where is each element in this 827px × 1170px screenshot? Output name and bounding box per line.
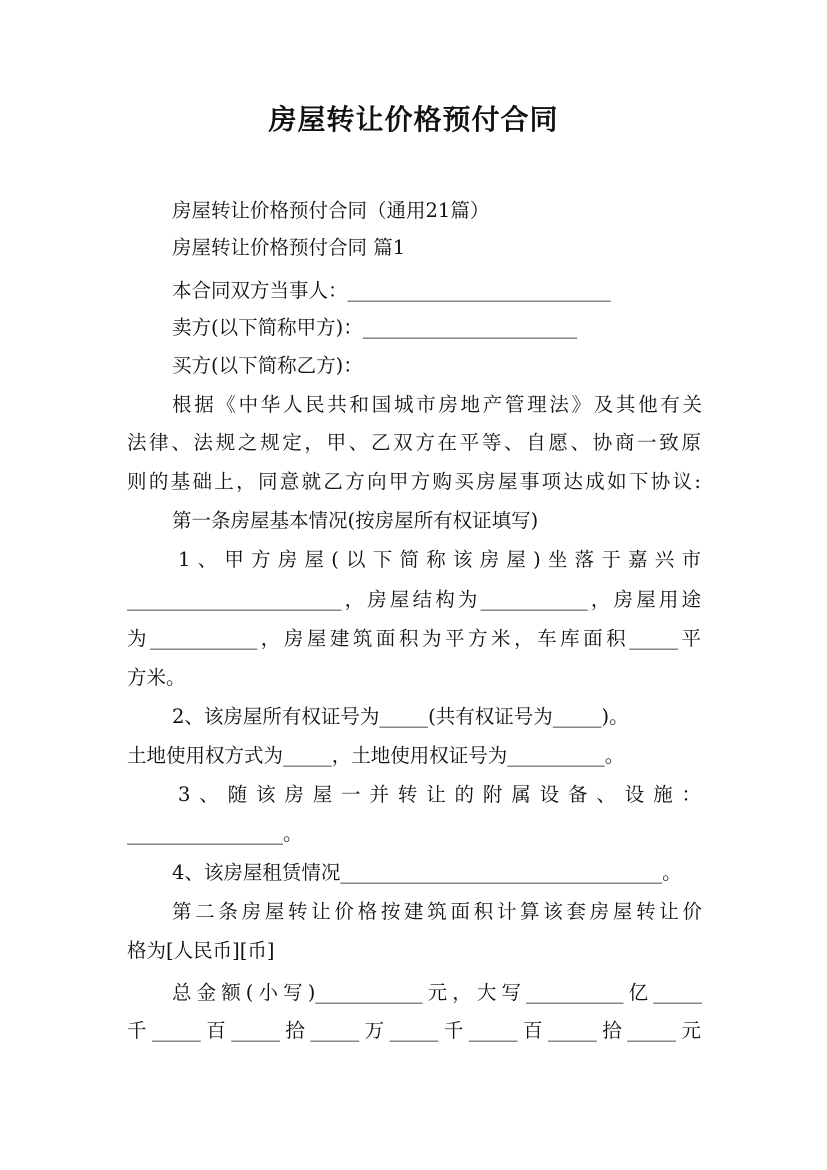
paragraph-line: ________________。 bbox=[127, 822, 303, 845]
paragraph-line: ______________________，房屋结构为___________，房屋用途 bbox=[127, 588, 701, 611]
paragraph-line: 为___________，房屋建筑面积为平方米，车库面积_____平 bbox=[127, 627, 701, 650]
paragraph-line: 土地使用权方式为_____，土地使用权证号为__________。 bbox=[127, 744, 625, 767]
paragraph-line: 根据《中华人民共和国城市房地产管理法》及其他有关 bbox=[172, 393, 702, 416]
seller-line: 卖方(以下简称甲方)：______________________ bbox=[172, 316, 578, 339]
paragraph-line: 2、该房屋所有权证号为_____(共有权证号为_____)。 bbox=[172, 705, 629, 728]
parties-line: 本合同双方当事人：___________________________ bbox=[172, 279, 611, 302]
paragraph-line: 3、随该房屋一并转让的附属设备、设施： bbox=[178, 783, 701, 806]
paragraph-line: 4、该房屋租赁情况_________________________________。 bbox=[172, 861, 682, 884]
document-title: 房屋转让价格预付合同 bbox=[268, 103, 559, 136]
section-heading: 房屋转让价格预付合同 篇1 bbox=[172, 236, 406, 259]
buyer-line: 买方(以下简称乙方)： bbox=[172, 354, 363, 377]
paragraph-line: 总金额(小写)___________元，大写__________亿_____ bbox=[172, 981, 702, 1004]
subtitle-line: 房屋转让价格预付合同（通用21篇） bbox=[172, 199, 490, 222]
paragraph-line: 法律、法规之规定，甲、乙双方在平等、自愿、协商一致原 bbox=[127, 431, 701, 454]
paragraph-line: 1、甲方房屋(以下简称该房屋)坐落于嘉兴市 bbox=[178, 548, 701, 571]
article-heading: 第二条房屋转让价格按建筑面积计算该套房屋转让价 bbox=[172, 900, 702, 923]
article-heading: 第一条房屋基本情况(按房屋所有权证填写) bbox=[172, 509, 539, 532]
paragraph-line: 则的基础上，同意就乙方向甲方购买房屋事项达成如下协议: bbox=[127, 470, 701, 493]
paragraph-line: 方米。 bbox=[127, 666, 186, 689]
paragraph-line: 格为[人民币][币] bbox=[127, 939, 275, 962]
paragraph-line: 千_____百_____拾_____万_____千_____百_____拾_____元 bbox=[127, 1019, 702, 1042]
